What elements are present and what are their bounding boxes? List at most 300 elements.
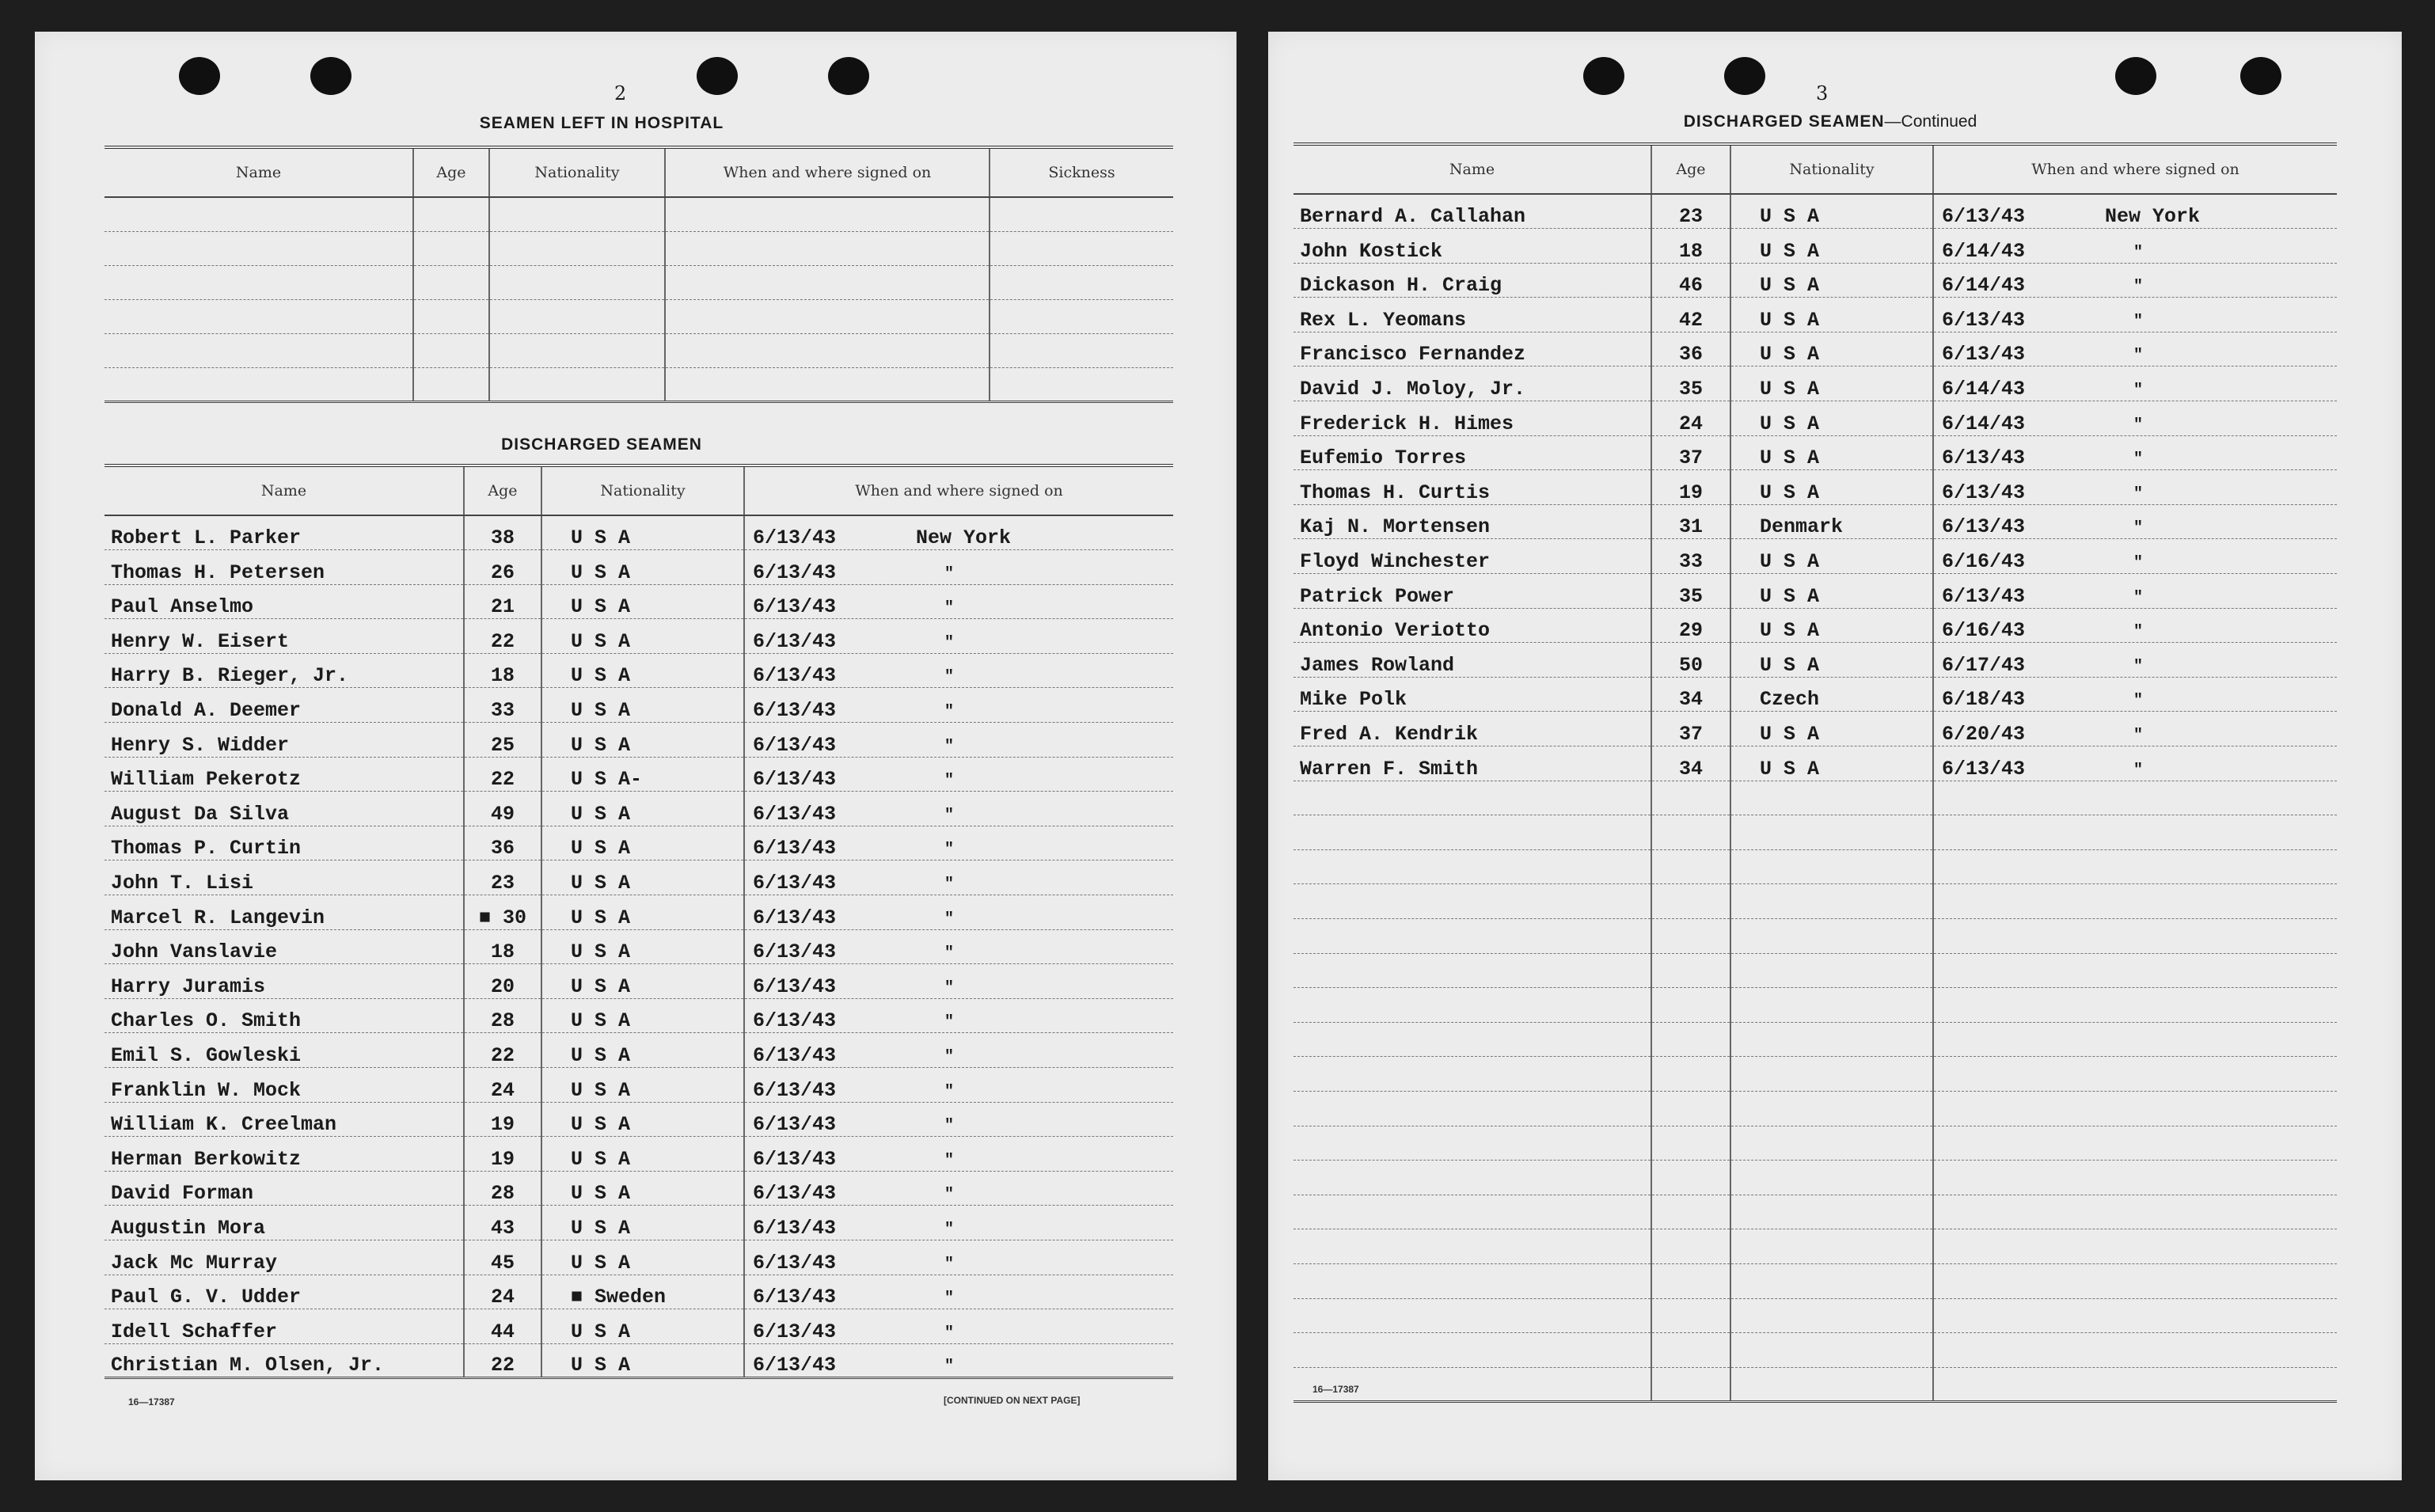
- seaman-nationality: U S A: [541, 929, 744, 964]
- signed-on-cell: [744, 515, 1173, 550]
- signed-on-place: ": [2133, 519, 2144, 538]
- table-row: [1293, 953, 2337, 988]
- seaman-age: 35: [1651, 367, 1730, 401]
- seaman-name: Thomas H. Petersen: [104, 550, 464, 585]
- signed-on-cell: [744, 1033, 1173, 1068]
- blank-cell: [665, 265, 990, 299]
- signed-on-date: 6/13/43: [753, 906, 837, 929]
- blank-cell: [1651, 918, 1730, 953]
- signed-on-cell: [1933, 332, 2337, 367]
- blank-cell: [1730, 1333, 1933, 1368]
- blank-cell: [1293, 884, 1651, 919]
- seaman-age: 45: [464, 1240, 541, 1275]
- seaman-name: Patrick Power: [1293, 574, 1651, 609]
- table-row: [1293, 988, 2337, 1023]
- seaman-age: 28: [464, 998, 541, 1033]
- seaman-nationality: U S A: [1730, 194, 1933, 229]
- table-row: [1293, 401, 2337, 436]
- signed-on-place: ": [2133, 382, 2144, 401]
- signed-on-place: ": [944, 1117, 955, 1136]
- seaman-age: 19: [1651, 470, 1730, 505]
- seaman-nationality: U S A: [541, 688, 744, 723]
- signed-on-date: 6/13/43: [753, 1182, 837, 1206]
- seaman-age: 24: [464, 1275, 541, 1309]
- signed-on-date: 6/13/43: [753, 733, 837, 757]
- seaman-age: 24: [464, 1068, 541, 1103]
- signed-on-place: New York: [916, 526, 1012, 550]
- seaman-name: Idell Schaffer: [104, 1309, 464, 1344]
- seaman-name: Frederick H. Himes: [1293, 401, 1651, 436]
- blank-cell: [1730, 884, 1933, 919]
- seaman-age: 25: [464, 723, 541, 758]
- signed-on-place: ": [944, 944, 955, 963]
- blank-cell: [1293, 1022, 1651, 1057]
- seaman-nationality: U S A: [541, 860, 744, 895]
- table-row: [104, 653, 1173, 688]
- blank-cell: [1933, 884, 2337, 919]
- blank-cell: [1293, 918, 1651, 953]
- signed-on-date: 6/13/43: [753, 1320, 837, 1343]
- column-header-name: Name: [104, 465, 464, 515]
- signed-on-date: 6/13/43: [1942, 584, 2026, 608]
- seaman-name: John T. Lisi: [104, 860, 464, 895]
- blank-cell: [1730, 849, 1933, 884]
- table-row: [1293, 815, 2337, 850]
- table-row: [1293, 367, 2337, 401]
- signed-on-date: 6/13/43: [753, 1147, 837, 1171]
- blank-cell: [489, 367, 665, 401]
- seaman-name: James Rowland: [1293, 643, 1651, 678]
- seaman-age: 29: [1651, 608, 1730, 643]
- table-row: [104, 964, 1173, 999]
- signed-on-place: ": [944, 1255, 955, 1274]
- column-header-nationality: Nationality: [489, 147, 665, 197]
- seaman-name: Henry S. Widder: [104, 723, 464, 758]
- seaman-nationality: U S A: [1730, 435, 1933, 470]
- table-row: [1293, 884, 2337, 919]
- table-row: [104, 231, 1173, 265]
- table-row: [104, 515, 1173, 550]
- table-row: [104, 333, 1173, 367]
- blank-cell: [1651, 953, 1730, 988]
- seaman-name: Dickason H. Craig: [1293, 263, 1651, 298]
- punch-hole: [1724, 57, 1765, 95]
- blank-cell: [1293, 1263, 1651, 1298]
- seaman-name: Harry Juramis: [104, 964, 464, 999]
- table-row: [1293, 849, 2337, 884]
- signed-on-cell: [744, 792, 1173, 826]
- blank-cell: [1293, 1161, 1651, 1195]
- signed-on-cell: [744, 653, 1173, 688]
- discharged-continued-heading: [1300, 112, 2361, 131]
- signed-on-place: ": [2133, 623, 2144, 642]
- column-header-nationality: Nationality: [541, 465, 744, 515]
- punch-hole: [310, 57, 351, 95]
- discharged-section-heading: DISCHARGED SEAMEN: [501, 435, 702, 454]
- seaman-name: Fred A. Kendrik: [1293, 712, 1651, 747]
- signed-on-cell: [1933, 229, 2337, 264]
- punch-hole: [2240, 57, 2281, 95]
- signed-on-place: ": [944, 1013, 955, 1032]
- signed-on-date: 6/13/43: [753, 940, 837, 964]
- seaman-age: 21: [464, 584, 541, 619]
- signed-on-place: ": [944, 841, 955, 860]
- blank-cell: [1651, 1229, 1730, 1264]
- signed-on-place: ": [2133, 484, 2144, 503]
- blank-cell: [990, 197, 1173, 231]
- blank-cell: [489, 265, 665, 299]
- signed-on-cell: [1933, 367, 2337, 401]
- signed-on-place: ": [2133, 278, 2144, 297]
- seaman-name: David J. Moloy, Jr.: [1293, 367, 1651, 401]
- seaman-nationality: U S A: [1730, 263, 1933, 298]
- blank-cell: [990, 333, 1173, 367]
- blank-cell: [1730, 918, 1933, 953]
- signed-on-place: ": [944, 772, 955, 791]
- signed-on-cell: [1933, 504, 2337, 539]
- blank-cell: [104, 265, 413, 299]
- seaman-nationality: U S A: [1730, 747, 1933, 781]
- seaman-name: William K. Creelman: [104, 1102, 464, 1137]
- blank-cell: [1933, 1367, 2337, 1402]
- signed-on-place: ": [944, 978, 955, 997]
- blank-cell: [665, 197, 990, 231]
- table-row: [104, 1033, 1173, 1068]
- signed-on-date: 6/20/43: [1942, 723, 2026, 746]
- blank-cell: [1730, 988, 1933, 1023]
- blank-cell: [990, 231, 1173, 265]
- signed-on-place: ": [2133, 657, 2144, 676]
- blank-cell: [1293, 953, 1651, 988]
- seaman-age: 38: [464, 515, 541, 550]
- blank-cell: [1933, 1229, 2337, 1264]
- page-number: 3: [1816, 82, 1829, 104]
- blank-cell: [1933, 1161, 2337, 1195]
- left-page: [35, 32, 1236, 1480]
- table-row: [104, 792, 1173, 826]
- blank-cell: [1651, 815, 1730, 850]
- seaman-nationality: U S A: [541, 826, 744, 860]
- seaman-nationality: U S A: [541, 515, 744, 550]
- signed-on-cell: [744, 619, 1173, 654]
- seaman-age: 31: [1651, 504, 1730, 539]
- seaman-nationality: U S A: [1730, 539, 1933, 574]
- signed-on-date: 6/13/43: [753, 1044, 837, 1067]
- table-row: [104, 299, 1173, 333]
- signed-on-cell: [1933, 608, 2337, 643]
- signed-on-place: ": [2133, 243, 2144, 262]
- blank-cell: [1293, 781, 1651, 815]
- signed-on-date: 6/14/43: [1942, 274, 2026, 298]
- blank-cell: [1933, 1195, 2337, 1229]
- signed-on-place: ": [2133, 554, 2144, 573]
- blank-cell: [1651, 1126, 1730, 1161]
- signed-on-date: 6/13/43: [1942, 481, 2026, 504]
- column-header-nationality: Nationality: [1730, 144, 1933, 194]
- table-row: [104, 584, 1173, 619]
- seaman-nationality: Czech: [1730, 677, 1933, 712]
- blank-cell: [1293, 1057, 1651, 1092]
- seaman-age: ■ 30: [464, 895, 541, 930]
- table-row: [1293, 1057, 2337, 1092]
- blank-cell: [1651, 1195, 1730, 1229]
- signed-on-cell: [1933, 643, 2337, 678]
- signed-on-cell: [744, 723, 1173, 758]
- signed-on-place: ": [944, 1220, 955, 1239]
- form-number: 16—17387: [1312, 1384, 1359, 1395]
- seaman-name: Augustin Mora: [104, 1206, 464, 1240]
- blank-cell: [1651, 1022, 1730, 1057]
- seaman-name: Jack Mc Murray: [104, 1240, 464, 1275]
- signed-on-date: 6/13/43: [753, 1009, 837, 1033]
- blank-cell: [1730, 953, 1933, 988]
- blank-cell: [104, 197, 413, 231]
- table-row: [1293, 1298, 2337, 1333]
- seaman-age: 37: [1651, 435, 1730, 470]
- seaman-name: William Pekerotz: [104, 757, 464, 792]
- seaman-age: 22: [464, 757, 541, 792]
- signed-on-date: 6/13/43: [753, 560, 837, 584]
- blank-cell: [1293, 1298, 1651, 1333]
- blank-cell: [990, 367, 1173, 401]
- signed-on-date: 6/13/43: [753, 802, 837, 826]
- blank-cell: [1933, 1091, 2337, 1126]
- blank-cell: [1933, 1057, 2337, 1092]
- signed-on-date: 6/13/43: [753, 664, 837, 688]
- blank-cell: [489, 197, 665, 231]
- seaman-nationality: U S A: [541, 1343, 744, 1378]
- signed-on-date: 6/13/43: [753, 1354, 837, 1377]
- signed-on-date: 6/13/43: [753, 526, 837, 550]
- seaman-age: 26: [464, 550, 541, 585]
- seaman-age: 18: [1651, 229, 1730, 264]
- seaman-age: 49: [464, 792, 541, 826]
- signed-on-place: ": [944, 564, 955, 583]
- signed-on-place: ": [944, 876, 955, 895]
- signed-on-cell: [744, 998, 1173, 1033]
- signed-on-date: 6/13/43: [1942, 757, 2026, 781]
- table-row: [1293, 1367, 2337, 1402]
- blank-cell: [1730, 1367, 1933, 1402]
- signed-on-date: 6/16/43: [1942, 619, 2026, 643]
- seaman-nationality: U S A: [541, 1171, 744, 1206]
- signed-on-place: ": [2133, 588, 2144, 607]
- table-row: [1293, 470, 2337, 505]
- blank-cell: [1651, 884, 1730, 919]
- punch-hole: [697, 57, 738, 95]
- seaman-name: Bernard A. Callahan: [1293, 194, 1651, 229]
- blank-cell: [1651, 1367, 1730, 1402]
- seaman-age: 44: [464, 1309, 541, 1344]
- seaman-age: 43: [464, 1206, 541, 1240]
- table-row: [1293, 608, 2337, 643]
- signed-on-cell: [1933, 470, 2337, 505]
- signed-on-date: 6/13/43: [753, 768, 837, 792]
- table-row: [1293, 504, 2337, 539]
- seaman-age: 22: [464, 619, 541, 654]
- seaman-nationality: U S A: [541, 653, 744, 688]
- seaman-nationality: U S A: [1730, 608, 1933, 643]
- signed-on-date: 6/13/43: [753, 872, 837, 895]
- blank-cell: [1651, 1161, 1730, 1195]
- blank-cell: [1730, 1126, 1933, 1161]
- column-header-age: Age: [413, 147, 489, 197]
- table-row: [104, 265, 1173, 299]
- table-row: [1293, 435, 2337, 470]
- table-row: [104, 1240, 1173, 1275]
- signed-on-cell: [1933, 194, 2337, 229]
- blank-cell: [489, 333, 665, 367]
- column-header-name: Name: [104, 147, 413, 197]
- blank-cell: [990, 299, 1173, 333]
- table-row: [1293, 332, 2337, 367]
- signed-on-place: ": [944, 703, 955, 722]
- table-row: [104, 688, 1173, 723]
- seaman-nationality: U S A: [541, 584, 744, 619]
- signed-on-place: ": [944, 1082, 955, 1101]
- signed-on-place: ": [944, 1048, 955, 1066]
- table-row: [1293, 298, 2337, 332]
- seaman-age: 18: [464, 929, 541, 964]
- seaman-age: 23: [1651, 194, 1730, 229]
- seaman-nationality: U S A: [541, 550, 744, 585]
- table-row: [104, 826, 1173, 860]
- table-row: [104, 1102, 1173, 1137]
- blank-cell: [665, 299, 990, 333]
- table-row: [104, 1343, 1173, 1378]
- blank-cell: [1293, 1333, 1651, 1368]
- signed-on-place: ": [944, 910, 955, 929]
- table-row: [104, 1206, 1173, 1240]
- blank-cell: [1933, 918, 2337, 953]
- seaman-nationality: U S A: [541, 1309, 744, 1344]
- seaman-name: Harry B. Rieger, Jr.: [104, 653, 464, 688]
- signed-on-place: ": [944, 633, 955, 652]
- blank-cell: [1730, 781, 1933, 815]
- signed-on-place: New York: [2105, 205, 2201, 229]
- blank-cell: [413, 197, 489, 231]
- signed-on-cell: [1933, 747, 2337, 781]
- seaman-age: 46: [1651, 263, 1730, 298]
- seaman-age: 23: [464, 860, 541, 895]
- discharged-header-row: [104, 465, 1173, 515]
- signed-on-cell: [744, 929, 1173, 964]
- seaman-age: 37: [1651, 712, 1730, 747]
- seaman-nationality: ■ Sweden: [541, 1275, 744, 1309]
- seaman-nationality: U S A: [1730, 574, 1933, 609]
- blank-cell: [489, 231, 665, 265]
- blank-cell: [1730, 815, 1933, 850]
- signed-on-date: 6/18/43: [1942, 688, 2026, 712]
- seaman-age: 36: [1651, 332, 1730, 367]
- heading-suffix: —Continued: [1884, 112, 1977, 131]
- blank-cell: [1730, 1057, 1933, 1092]
- signed-on-date: 6/13/43: [753, 837, 837, 860]
- signed-on-cell: [744, 1206, 1173, 1240]
- blank-cell: [104, 231, 413, 265]
- blank-cell: [1293, 1229, 1651, 1264]
- signed-on-place: ": [944, 1324, 955, 1343]
- seaman-age: 19: [464, 1137, 541, 1172]
- form-number: 16—17387: [128, 1396, 175, 1408]
- column-header-when-where: When and where signed on: [1933, 144, 2337, 194]
- seaman-name: Donald A. Deemer: [104, 688, 464, 723]
- signed-on-date: 6/13/43: [753, 595, 837, 619]
- table-row: [104, 723, 1173, 758]
- seaman-age: 33: [464, 688, 541, 723]
- seaman-nationality: U S A: [1730, 401, 1933, 436]
- blank-cell: [1933, 1298, 2337, 1333]
- column-header-sickness: Sickness: [990, 147, 1173, 197]
- seaman-age: 36: [464, 826, 541, 860]
- seaman-nationality: U S A: [1730, 229, 1933, 264]
- table-row: [1293, 918, 2337, 953]
- signed-on-place: ": [2133, 347, 2144, 366]
- signed-on-cell: [744, 1240, 1173, 1275]
- seaman-nationality: U S A: [541, 1137, 744, 1172]
- signed-on-cell: [744, 860, 1173, 895]
- blank-cell: [1933, 1022, 2337, 1057]
- seaman-nationality: U S A: [1730, 712, 1933, 747]
- punch-hole: [828, 57, 869, 95]
- signed-on-date: 6/14/43: [1942, 412, 2026, 435]
- seaman-name: Marcel R. Langevin: [104, 895, 464, 930]
- column-header-when-where: When and where signed on: [665, 147, 990, 197]
- table-row: [1293, 1161, 2337, 1195]
- blank-cell: [1293, 1091, 1651, 1126]
- blank-cell: [1730, 1091, 1933, 1126]
- table-row: [1293, 712, 2337, 747]
- blank-cell: [1730, 1229, 1933, 1264]
- blank-cell: [1730, 1195, 1933, 1229]
- signed-on-date: 6/13/43: [1942, 343, 2026, 367]
- signed-on-place: ": [2133, 727, 2144, 745]
- table-row: [1293, 229, 2337, 264]
- table-row: [104, 367, 1173, 401]
- signed-on-place: ": [2133, 312, 2144, 331]
- discharged-continued-table: [1293, 142, 2337, 1403]
- hospital-table: [104, 146, 1173, 403]
- blank-cell: [1651, 849, 1730, 884]
- seaman-name: August Da Silva: [104, 792, 464, 826]
- signed-on-cell: [1933, 539, 2337, 574]
- hospital-header-row: [104, 147, 1173, 197]
- seaman-nationality: U S A: [541, 1240, 744, 1275]
- table-row: [1293, 1022, 2337, 1057]
- seaman-nationality: U S A: [1730, 367, 1933, 401]
- blank-cell: [1651, 1091, 1730, 1126]
- seaman-name: John Vanslavie: [104, 929, 464, 964]
- blank-cell: [1933, 1333, 2337, 1368]
- blank-cell: [1933, 988, 2337, 1023]
- signed-on-date: 6/13/43: [753, 1113, 837, 1137]
- blank-cell: [1730, 1298, 1933, 1333]
- table-row: [1293, 677, 2337, 712]
- seaman-age: 35: [1651, 574, 1730, 609]
- signed-on-date: 6/13/43: [753, 1286, 837, 1309]
- seaman-name: David Forman: [104, 1171, 464, 1206]
- blank-cell: [1651, 1263, 1730, 1298]
- seaman-name: Herman Berkowitz: [104, 1137, 464, 1172]
- signed-on-cell: [744, 1309, 1173, 1344]
- table-row: [104, 197, 1173, 231]
- seaman-nationality: U S A: [541, 619, 744, 654]
- blank-cell: [1933, 781, 2337, 815]
- table-row: [1293, 1091, 2337, 1126]
- seaman-age: 33: [1651, 539, 1730, 574]
- signed-on-date: 6/13/43: [1942, 515, 2026, 539]
- signed-on-cell: [744, 688, 1173, 723]
